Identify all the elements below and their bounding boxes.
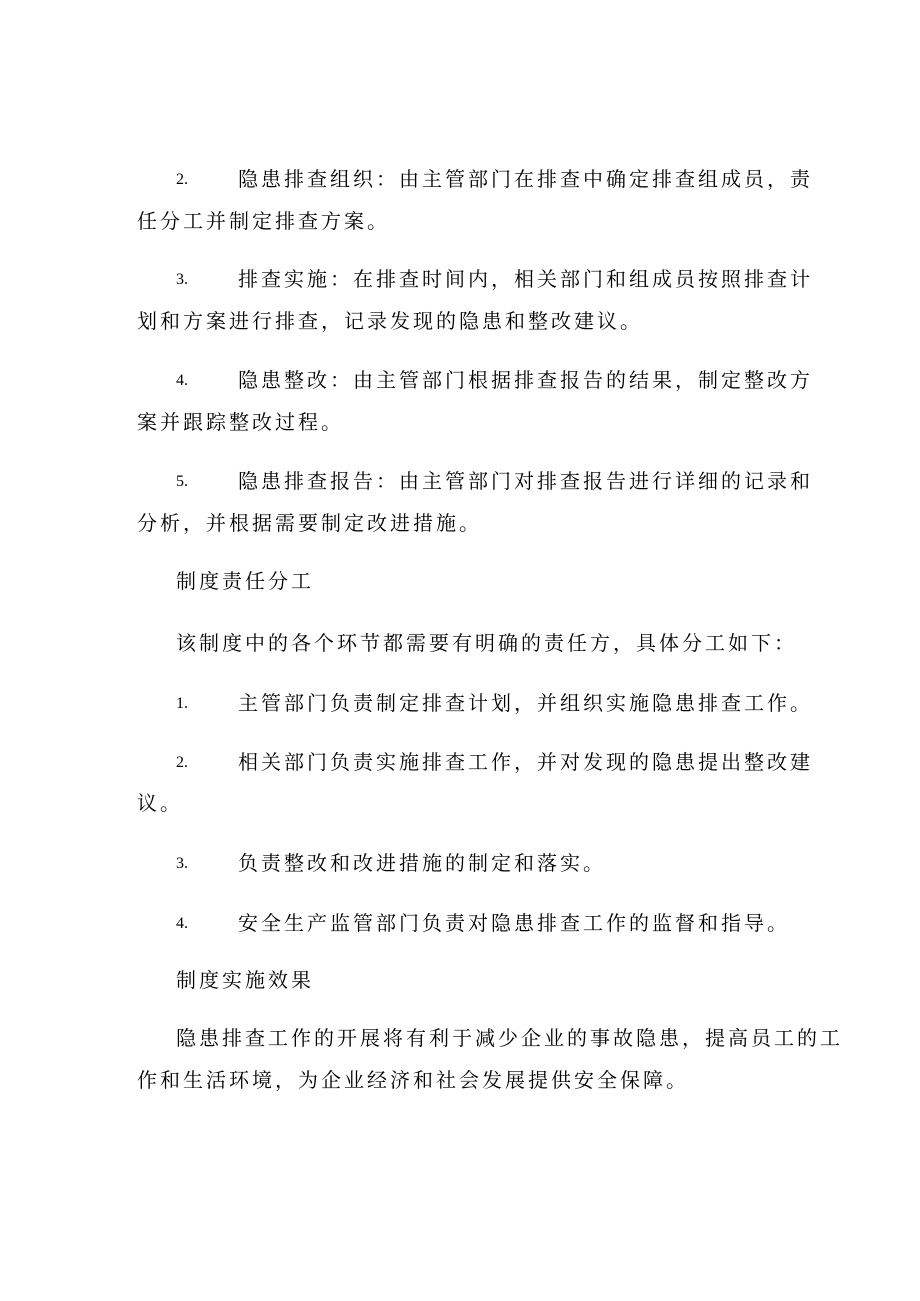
list-item-text: 相关部门负责实施排查工作，并对发现的隐患提出整改建 bbox=[238, 750, 813, 774]
list-item-text-continued: 分析，并根据需要制定改进措施。 bbox=[137, 511, 482, 535]
list-item-text: 隐患排查报告：由主管部门对排查报告进行详细的记录和 bbox=[238, 469, 813, 493]
list-number: 2. bbox=[176, 171, 188, 188]
list-item-text: 安全生产监管部门负责对隐患排查工作的监督和指导。 bbox=[238, 911, 790, 935]
list-number: 2. bbox=[176, 754, 188, 771]
list-number: 3. bbox=[176, 271, 188, 288]
section-heading-effect: 制度实施效果 bbox=[176, 968, 314, 992]
list-item-text-continued: 划和方案进行排查，记录发现的隐患和整改建议。 bbox=[137, 309, 643, 333]
list-item-text: 隐患整改：由主管部门根据排查报告的结果，制定整改方 bbox=[238, 368, 813, 392]
list-number: 1. bbox=[176, 695, 188, 712]
list-item-text-continued: 案并跟踪整改过程。 bbox=[137, 410, 344, 434]
list-item-text: 排查实施：在排查时间内，相关部门和组成员按照排查计 bbox=[238, 267, 813, 291]
list-number: 5. bbox=[176, 473, 188, 490]
responsibility-intro: 该制度中的各个环节都需要有明确的责任方，具体分工如下： bbox=[176, 631, 797, 655]
list-item-text: 隐患排查组织：由主管部门在排查中确定排查组成员，责 bbox=[238, 167, 813, 191]
list-item-text: 主管部门负责制定排查计划，并组织实施隐患排查工作。 bbox=[238, 691, 813, 715]
section-heading-responsibility: 制度责任分工 bbox=[176, 569, 314, 593]
list-item-text-continued: 任分工并制定排查方案。 bbox=[137, 209, 390, 233]
list-number: 3. bbox=[176, 855, 188, 872]
effect-paragraph-line2: 作和生活环境，为企业经济和社会发展提供安全保障。 bbox=[137, 1068, 689, 1092]
effect-paragraph-line1: 隐患排查工作的开展将有利于减少企业的事故隐患，提高员工的工 bbox=[176, 1026, 843, 1050]
list-number: 4. bbox=[176, 372, 188, 389]
list-item-text: 负责整改和改进措施的制定和落实。 bbox=[238, 851, 606, 875]
list-item-text-continued: 议。 bbox=[137, 791, 183, 815]
list-number: 4. bbox=[176, 915, 188, 932]
